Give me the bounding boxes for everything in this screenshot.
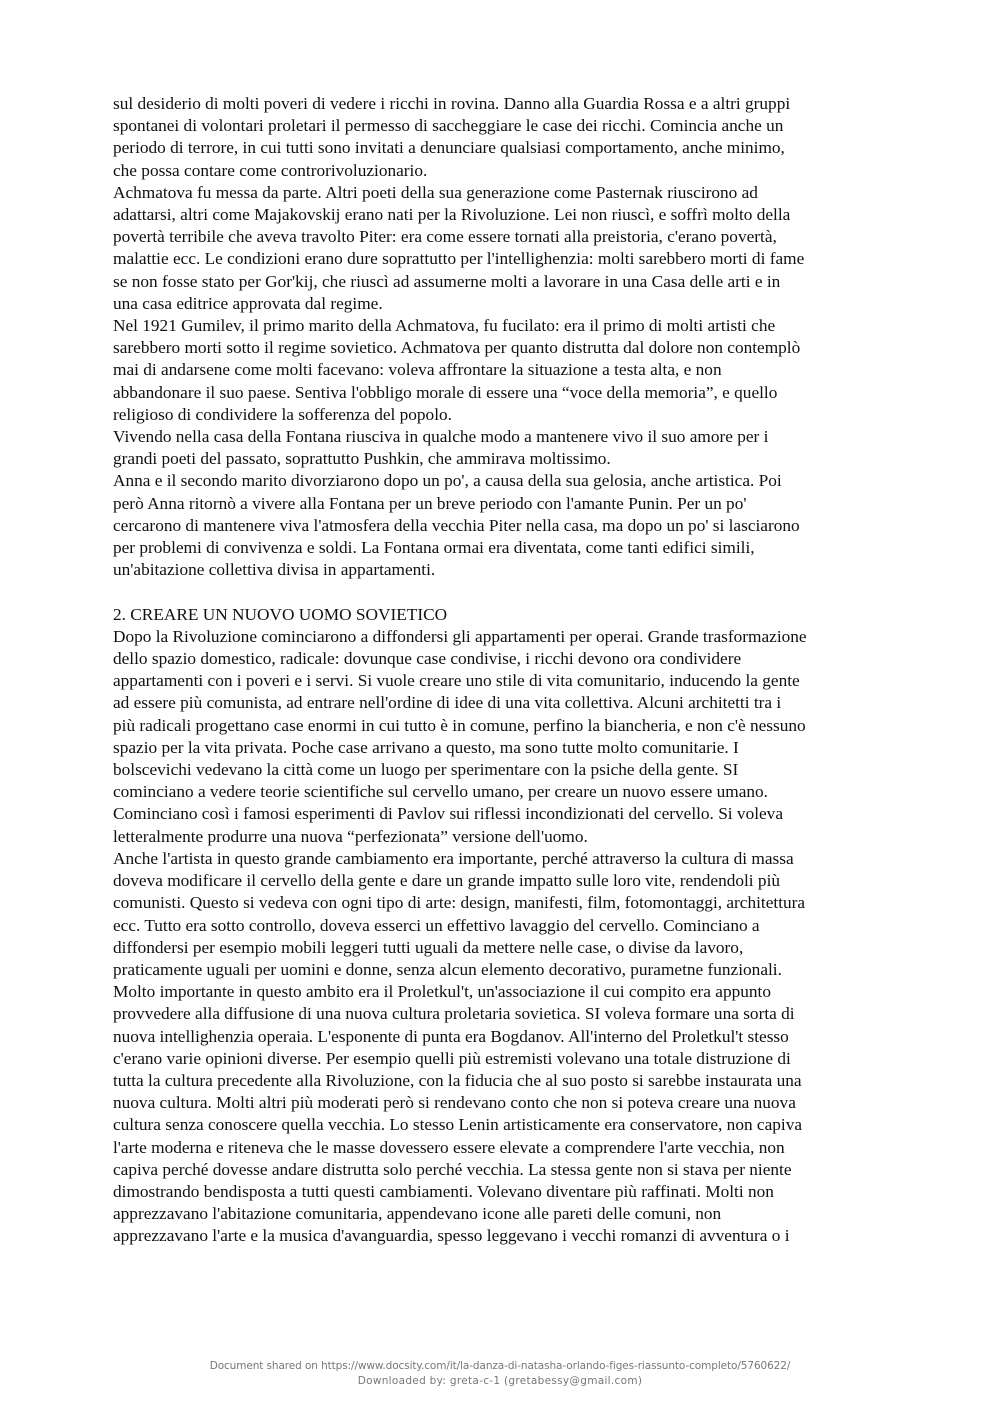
text-line: Achmatova fu messa da parte. Altri poeti della sua generazione come Pasternak riuscirono ad (113, 182, 758, 202)
text-line: cominciano a vedere teorie scientifiche sul cervello umano, per creare un nuovo essere umano. (113, 782, 768, 802)
text-line: doveva modificare il cervello della gente e dare un grande impatto sulle loro vite, rendendoli più (113, 871, 781, 891)
text-line: un'abitazione collettiva divisa in appartamenti. (113, 560, 436, 580)
text-line: letteralmente produrre una nuova “perfezionata” versione dell'uomo. (113, 826, 588, 846)
paragraph-spacer (113, 581, 897, 603)
paragraph (113, 182, 897, 315)
text-line: Cominciano così i famosi esperimenti di Pavlov sui riflessi incondizionati del cervello. Si voleva (113, 804, 783, 824)
text-line: diffondersi per esempio mobili leggeri tutti uguali da mettere nelle case, o divise da lavoro, (113, 937, 744, 957)
paragraph (113, 848, 897, 1248)
paragraph (113, 470, 897, 581)
text-line: apprezzavano l'arte e la musica d'avanguardia, spesso leggevano i vecchi romanzi di avventura o i (113, 1226, 790, 1246)
text-line: mai di andarsene come molti facevano: voleva affrontare la situazione a testa alta, e non (113, 360, 722, 380)
section-heading-text: 2. CREARE UN NUOVO UOMO SOVIETICO (113, 604, 448, 624)
text-line: spontanei di volontari proletari il permesso di saccheggiare le case dei ricchi. Comincia anche un (113, 116, 784, 136)
text-line: periodo di terrore, in cui tutti sono invitati a denunciare qualsiasi comportamento, anche minimo, (113, 138, 785, 158)
text-line: cercarono di mantenere viva l'atmosfera della vecchia Piter nella casa, ma dopo un po' si lasciarono (113, 515, 800, 535)
paragraph (113, 626, 897, 848)
text-line: dimostrando bendisposta a tutti questi cambiamenti. Volevano diventare più raffinati. Molti non (113, 1181, 774, 1201)
text-line: sul desiderio di molti poveri di vedere i ricchi in rovina. Danno alla Guardia Rossa e a altri gruppi (113, 94, 791, 113)
text-line: nuova intellighenzia operaia. L'esponente di punta era Bogdanov. All'interno del Proletkul't stesso (113, 1026, 789, 1046)
text-line: Dopo la Rivoluzione cominciarono a diffondersi gli appartamenti per operai. Grande trasformazione (113, 626, 807, 646)
text-line: tutta la cultura precedente alla Rivoluzione, con la fiducia che al suo posto si sarebbe instaurata una (113, 1070, 802, 1090)
text-line: appartamenti con i poveri e i servi. Si vuole creare uno stile di vita comunitario, inducendo la gente (113, 671, 800, 691)
section-heading (113, 604, 897, 626)
text-line: però Anna ritornò a vivere alla Fontana per un breve periodo con l'amante Punin. Per un po' (113, 493, 747, 513)
text-line: se non fosse stato per Gor'kij, che riuscì ad assumerne molti a lavorare in una Casa delle arti e in (113, 271, 781, 291)
text-line: comunisti. Questo si vedeva con ogni tipo di arte: design, manifesti, film, fotomontaggi, architettura (113, 893, 806, 913)
text-line: abbandonare il suo paese. Sentiva l'obbligo morale di essere una “voce della memoria”, e quello (113, 382, 778, 402)
text-line: grandi poeti del passato, soprattutto Pushkin, che ammirava moltissimo. (113, 449, 611, 469)
footer-shared-link[interactable]: Document shared on https://www.docsity.com/it/la-danza-di-natasha-orlando-figes-riassunto-completo/5760622/ (209, 1360, 791, 1372)
text-line: adattarsi, altri come Majakovskij erano nati per la Rivoluzione. Lei non riuscì, e soffrì molto della (113, 205, 791, 225)
text-line: capiva perché dovesse andare distrutta solo perché vecchia. La stessa gente non si stava per niente (113, 1159, 792, 1179)
text-line: più radicali progettano case enormi in cui tutto è in comune, perfino la biancheria, e non c'è nessuno (113, 715, 806, 735)
text-line: religioso di condividere la sofferenza del popolo. (113, 404, 452, 424)
text-line: Vivendo nella casa della Fontana riusciva in qualche modo a mantenere vivo il suo amore per i (113, 427, 769, 447)
text-line: l'arte moderna e riteneva che le masse dovessero essere elevate a comprendere l'arte vecchia, non (113, 1137, 785, 1157)
text-line: che possa contare come controrivoluzionario. (113, 160, 428, 180)
text-line: ad essere più comunista, ad entrare nell'ordine di idee di una vita collettiva. Alcuni architetti tra i (113, 693, 782, 713)
text-line: provvedere alla diffusione di una nuova cultura proletaria sovietica. SI voleva formare una sorta di (113, 1004, 795, 1024)
text-line: nuova cultura. Molti altri più moderati però si rendevano conto che non si poteva creare una nuova (113, 1093, 796, 1113)
text-line: praticamente uguali per uomini e donne, senza alcun elemento decorativo, purametne funzionali. (113, 959, 782, 979)
text-line: malattie ecc. Le condizioni erano dure soprattutto per l'intellighenzia: molti sarebbero morti di fame (113, 249, 805, 269)
text-line: Anche l'artista in questo grande cambiamento era importante, perché attraverso la cultura di massa (113, 848, 794, 868)
text-line: c'erano varie opinioni diverse. Per esempio quelli più estremisti volevano una totale distruzione di (113, 1048, 791, 1068)
text-line: sarebbero morti sotto il regime sovietico. Achmatova per quanto distrutta dal dolore non contemplò (113, 338, 801, 358)
text-line: povertà terribile che aveva travolto Piter: era come essere tornati alla preistoria, c'erano povertà, (113, 227, 777, 247)
paragraph (113, 93, 897, 182)
footer-downloaded-by: Downloaded by: greta-c-1 (gretabessy@gmail.com) (357, 1375, 643, 1387)
text-line: dello spazio domestico, radicale: dovunque case condivise, i ricchi devono ora condividere (113, 649, 742, 669)
text-line: bolscevichi vedevano la città come un luogo per sperimentare con la psiche della gente. SI (113, 760, 739, 780)
text-line: una casa editrice approvata dal regime. (113, 293, 383, 313)
page-footer (0, 1359, 1000, 1389)
text-line: Nel 1921 Gumilev, il primo marito della Achmatova, fu fucilato: era il primo di molti artisti che (113, 316, 776, 336)
text-line: Anna e il secondo marito divorziarono dopo un po', a causa della sua gelosia, anche artistica. Poi (113, 471, 782, 491)
paragraph (113, 315, 897, 426)
text-line: spazio per la vita privata. Poche case arrivano a questo, ma sono tutte molto comunitarie. I (113, 737, 739, 757)
text-line: Molto importante in questo ambito era il Proletkul't, un'associazione il cui compito era appunto (113, 982, 771, 1002)
text-line: per problemi di convivenza e soldi. La Fontana ormai era diventata, come tanti edifici simili, (113, 538, 755, 558)
text-line: apprezzavano l'abitazione comunitaria, appendevano icone alle pareti delle comuni, non (113, 1204, 722, 1224)
text-line: ecc. Tutto era sotto controllo, doveva esserci un effettivo lavaggio del cervello. Cominciano a (113, 915, 760, 935)
text-line: cultura senza conoscere quella vecchia. Lo stesso Lenin artisticamente era conservatore, non capiva (113, 1115, 803, 1135)
document-body (113, 93, 897, 1248)
paragraph (113, 426, 897, 470)
